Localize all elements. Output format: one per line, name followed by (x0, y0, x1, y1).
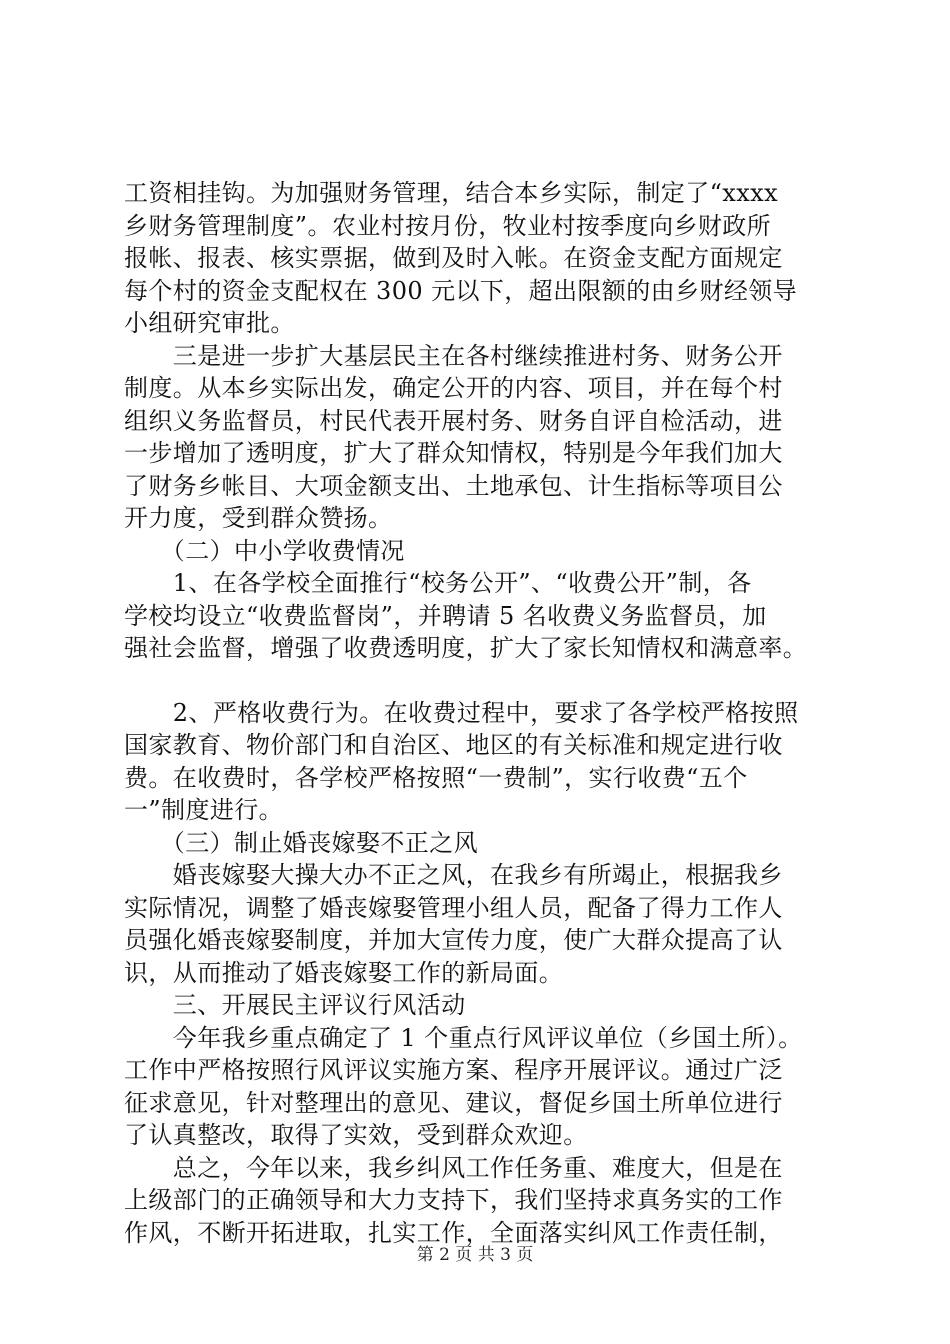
text-line: 制度。从本乡实际出发，确定公开的内容、项目，并在每个村 (124, 374, 783, 402)
text-line: 小组研究审批。 (124, 309, 295, 337)
text-line: 工资相挂钩。为加强财务管理，结合本乡实际，制定了“xxxx (124, 179, 779, 207)
text-line: 征求意见，针对整理出的意见、建议，督促乡国土所单位进行 (124, 1088, 783, 1117)
text-line: 强社会监督，增强了收费透明度，扩大了家长知情权和满意率。 (124, 634, 808, 662)
text-line: 开力度，受到群众赞扬。 (124, 504, 393, 532)
text-line: 国家教育、物价部门和自治区、地区的有关标准和规定进行收 (124, 731, 783, 759)
section-heading: 三、开展民主评议行风活动 (124, 991, 466, 1019)
text-line: 一步增加了透明度，扩大了群众知情权，特别是今年我们加大 (124, 439, 783, 467)
text-line: 学校均设立“收费监督岗”，并聘请 5 名收费义务监督员，加 (124, 601, 767, 630)
page-number-label: 第 2 页 共 3 页 (416, 1245, 534, 1265)
section-heading: （三）制止婚丧嫁娶不正之风 (124, 828, 478, 857)
page-footer (0, 1245, 950, 1265)
document-body (124, 177, 844, 1249)
text-line: 婚丧嫁娶大操大办不正之风，在我乡有所竭止，根据我乡 (124, 861, 783, 889)
text-line: 1、在各学校全面推行“校务公开”、“收费公开”制，各 (124, 569, 752, 597)
text-line: 报帐、报表、核实票据，做到及时入帐。在资金支配方面规定 (124, 244, 783, 272)
text-line: 乡财务管理制度”。农业村按月份，牧业村按季度向乡财政所 (124, 211, 772, 240)
text-line: 总之，今年以来，我乡纠风工作任务重、难度大，但是在 (124, 1153, 783, 1182)
section-heading: （二）中小学收费情况 (124, 536, 405, 565)
text-line: 识，从而推动了婚丧嫁娶工作的新局面。 (124, 958, 564, 987)
text-line: 员强化婚丧嫁娶制度，并加大宣传力度，使广大群众提高了认 (124, 926, 783, 954)
text-line: 了认真整改，取得了实效，受到群众欢迎。 (124, 1121, 588, 1149)
text-line: 今年我乡重点确定了 1 个重点行风评议单位（乡国土所）。 (124, 1023, 803, 1052)
text-line: 实际情况，调整了婚丧嫁娶管理小组人员，配备了得力工作人 (124, 893, 783, 922)
text-line: 费。在收费时，各学校严格按照“一费制”，实行收费“五个 (124, 763, 748, 792)
text-line: 三是进一步扩大基层民主在各村继续推进村务、财务公开 (124, 341, 783, 370)
text-line: 每个村的资金支配权在 300 元以下，超出限额的由乡财经领导 (124, 276, 798, 305)
paragraph-gap (124, 665, 844, 697)
text-line: 上级部门的正确领导和大力支持下，我们坚持求真务实的工作 (124, 1186, 783, 1214)
text-line: 2、严格收费行为。在收费过程中，要求了各学校严格按照 (124, 698, 799, 727)
text-line: 一”制度进行。 (124, 796, 284, 824)
text-line: 组织义务监督员，村民代表开展村务、财务自评自检活动，进 (124, 406, 783, 435)
text-line: 了财务乡帐目、大项金额支出、土地承包、计生指标等项目公 (124, 471, 783, 500)
text-line: 作风，不断开拓进取，扎实工作，全面落实纠风工作责任制， (124, 1218, 783, 1247)
text-line: 工作中严格按照行风评议实施方案、程序开展评议。通过广泛 (124, 1056, 783, 1084)
